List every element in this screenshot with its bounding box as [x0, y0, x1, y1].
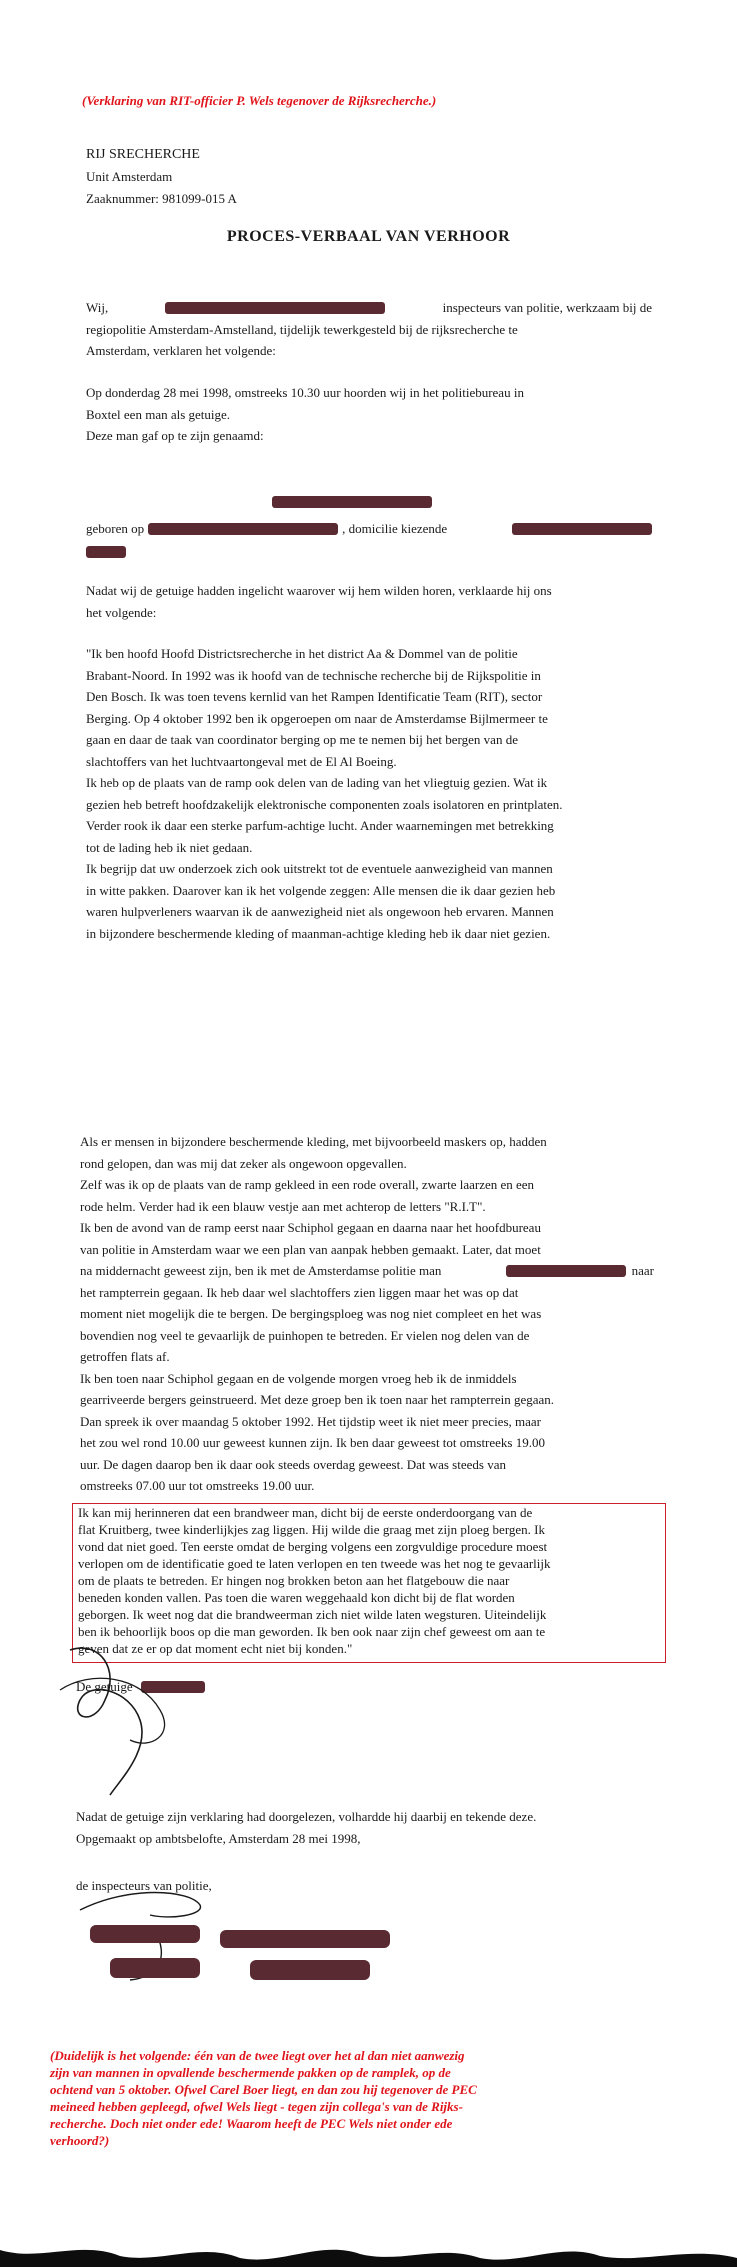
inform-paragraph [86, 580, 652, 623]
statement-line: tot de lading heb ik niet gedaan. [86, 839, 253, 855]
annotation-top: (Verklaring van RIT-officier P. Wels tegenover de Rijksrecherche.) [82, 93, 437, 108]
statement-line: gezien heb betreft hoofdzakelijk elektronische componenten zoals isolatoren en printplaten. [86, 796, 563, 812]
statement-line: slachtoffers van het luchtvaartongeval met de El Al Boeing. [86, 753, 397, 769]
statement-line: omstreeks 07.00 uur tot omstreeks 19.00 uur. [80, 1478, 315, 1493]
statement-line: waren hulpverleners waarvan ik de aanwezigheid niet als ongewoon heb ervaren. Mannen [86, 904, 554, 919]
statement-line: het rampterrein gegaan. Ik heb daar wel slachtoffers zien liggen maar het was op dat [80, 1284, 519, 1300]
statement-line: in bijzondere beschermende kleding of maanman-achtige kleding heb ik daar niet gezien. [86, 925, 551, 941]
statement-line: rode helm. Verder had ik een blauw vestje aan met achterop de letters "R.I.T". [80, 1198, 486, 1214]
intro-line2: regiopolitie Amsterdam-Amstelland, tijdelijk tewerkgesteld bij de rijksrecherche te [86, 321, 518, 337]
hearing-line2: Boxtel een man als getuige. [86, 406, 231, 422]
intro-paragraph [86, 297, 652, 362]
inform-line2: het volgende: [86, 604, 157, 620]
statement-line-redacted [80, 1260, 654, 1282]
hearing-line3: Deze man gaf op te zijn genaamd: [86, 428, 264, 443]
statement-line-suffix: naar [631, 1263, 654, 1278]
statement-line: Dan spreek ik over maandag 5 oktober 1992. Het tijdstip weet ik niet meer precies, maar [80, 1413, 541, 1429]
intro-wij: Wij, [86, 300, 109, 315]
inform-line1: Nadat wij de getuige hadden ingelicht waarover wij hem wilden horen, verklaarde hij ons [86, 583, 552, 598]
annotation-line: zijn van mannen in opvallende beschermende pakken op de ramplek, op de [50, 2065, 451, 2080]
witness-label: De getuige [76, 1679, 133, 1694]
intro-line1: inspecteurs van politie, werkzaam bij de [442, 300, 652, 315]
statement-line: uur. De dagen daarop ben ik daar ook steeds overdag geweest. Dat was steeds van [80, 1456, 506, 1472]
annotation-line: meineed hebben gepleegd, ofwel Wels liegt - tegen zijn collega's van de Rijks- [50, 2099, 463, 2114]
statement-line: vond dat niet goed. Ten eerste omdat de berging volgens een zorgvuldige procedure moest [78, 1539, 548, 1554]
redaction-birthdate [148, 523, 338, 535]
annotation-bottom [50, 2047, 610, 2149]
statement-line: Ik kan mij herinneren dat een brandweer man, dicht bij de eerste onderdoorgang van de [78, 1505, 533, 1520]
domicile-label: , domicilie kiezende [342, 521, 448, 536]
statement-line: "Ik ben hoofd Hoofd Districtsrecherche in het district Aa & Dommel van de politie [86, 646, 518, 661]
statement-line: moment niet mogelijk die te bergen. De bergingsploeg was nog niet compleet en het was [80, 1306, 542, 1321]
annotation-line: ochtend van 5 oktober. Ofwel Carel Boer liegt, en dan zou hij tegenover de PEC [50, 2082, 477, 2097]
redaction-police-name [506, 1265, 626, 1277]
statement-line: getroffen flats af. [80, 1349, 170, 1364]
born-paragraph [86, 518, 652, 561]
header-org: RIJ SRECHERCHE [86, 147, 200, 162]
redaction-address-cont [86, 546, 126, 558]
born-label: geboren op [86, 521, 145, 536]
inspectors-label: de inspecteurs van politie, [76, 1878, 212, 1893]
intro-line3: Amsterdam, verklaren het volgende: [86, 343, 276, 358]
statement-line: rond gelopen, dan was mij dat zeker als ongewoon opgevallen. [80, 1155, 407, 1171]
annotation-line: (Duidelijk is het volgende: één van de twee liegt over het al dan niet aanwezig [50, 2048, 465, 2063]
witness-signature-scribble [50, 1630, 190, 1800]
statement-line: bovendien nog veel te gevaarlijk de puinhopen te betreden. Er vielen nog delen van de [80, 1327, 530, 1343]
annotation-line: recherche. Doch niet onder ede! Waarom heeft de PEC Wels niet onder ede [50, 2116, 453, 2131]
statement-line: Verder rook ik daar een sterke parfum-achtige lucht. Ander waarnemingen met betrekking [86, 818, 554, 833]
closing-paragraph [76, 1806, 656, 1849]
statement-line: Ik ben toen naar Schiphol gegaan en de volgende morgen vroeg heb ik de inmiddels [80, 1370, 517, 1386]
hearing-paragraph [86, 382, 652, 447]
statement-line: gaan en daar de taak van coordinator berging op me te nemen bij het bergen van de [86, 732, 518, 747]
redaction-address [512, 523, 652, 535]
redaction-names [165, 302, 385, 314]
statement-line: Zelf was ik op de plaats van de ramp gekleed in een rode overall, zwarte laarzen en een [80, 1177, 535, 1192]
header-case-number: Zaaknummer: 981099-015 A [86, 191, 237, 206]
statement-line: het zou wel rond 10.00 uur geweest kunnen zijn. Ik ben daar geweest tot omstreeks 19.00 [80, 1435, 545, 1450]
statement-line: in witte pakken. Daarover kan ik het volgende zeggen: Alle mensen die ik daar gezien heb [86, 882, 556, 898]
inspectors-signatures [70, 1880, 410, 1990]
statement-line: ben ik behoorlijk boos op die man geworden. Ik ben ook naar zijn chef geweest om aan te [78, 1624, 546, 1639]
hearing-line1: Op donderdag 28 mei 1998, omstreeks 10.30 uur hoorden wij in het politiebureau in [86, 385, 524, 400]
torn-page-edge [0, 2220, 737, 2267]
statement-line: Ik ben de avond van de ramp eerst naar Schiphol gegaan en daarna naar het hoofdbureau [80, 1220, 541, 1235]
statement-line: Brabant-Noord. In 1992 was ik hoofd van de technische recherche bij de Rijkspolitie in [86, 667, 541, 683]
statement-line: flat Kruitberg, twee kinderlijkjes zag liggen. Hij wilde die graag met zijn ploeg bergen. Ik [78, 1522, 546, 1537]
statement-line: geborgen. Ik weet nog dat die brandweerman zich niet wilde laten wegsturen. Uiteindelijk [78, 1607, 547, 1622]
statement-line: van politie in Amsterdam waar we een plan van aanpak hebben gemaakt. Later, dat moet [80, 1241, 541, 1257]
statement-line: verlopen om de identificatie goed te laten verlopen en ten tweede was het nog te gevaarlijk [78, 1556, 551, 1571]
statement-line: Als er mensen in bijzondere beschermende kleding, met bijvoorbeeld maskers op, hadden [80, 1134, 547, 1149]
statement-part1 [86, 643, 652, 944]
statement-line: Ik begrijp dat uw onderzoek zich ook uitstrekt tot de eventuele aanwezigheid van mannen [86, 861, 553, 876]
statement-line: Den Bosch. Ik was toen tevens kernlid van het Rampen Identificatie Team (RIT), sector [86, 689, 543, 704]
statement-line: gearriveerde bergers geinstrueerd. Met deze groep ben ik toen naar het rampterrein gegaan. [80, 1392, 555, 1407]
closing-line1: Nadat de getuige zijn verklaring had doorgelezen, volhardde hij daarbij en tekende deze. [76, 1809, 537, 1824]
redaction-witness-name [272, 496, 432, 508]
annotation-line: verhoord?) [50, 2133, 110, 2148]
statement-line: Ik heb op de plaats van de ramp ook delen van de lading van het vliegtuig gezien. Wat ik [86, 775, 548, 790]
statement-line: Berging. Op 4 oktober 1992 ben ik opgeroepen om naar de Amsterdamse Bijlmermeer te [86, 710, 548, 726]
header-unit: Unit Amsterdam [86, 169, 173, 184]
statement-line: beneden konden vallen. Pas toen die waren weggehaald kon dicht bij de flat worden [78, 1590, 515, 1605]
document-title: PROCES-VERBAAL VAN VERHOOR [226, 228, 511, 245]
statement-line: om de plaats te betreden. Er hingen nog brokken beton aan het flatgebouw die naar [78, 1573, 510, 1588]
closing-line2: Opgemaakt op ambtsbelofte, Amsterdam 28 mei 1998, [76, 1830, 361, 1846]
statement-line: na middernacht geweest zijn, ben ik met de Amsterdamse politie man [80, 1263, 442, 1278]
statement-line: geven dat ze er op dat moment echt niet bij konden." [78, 1641, 353, 1656]
statement-part2 [80, 1131, 654, 1497]
